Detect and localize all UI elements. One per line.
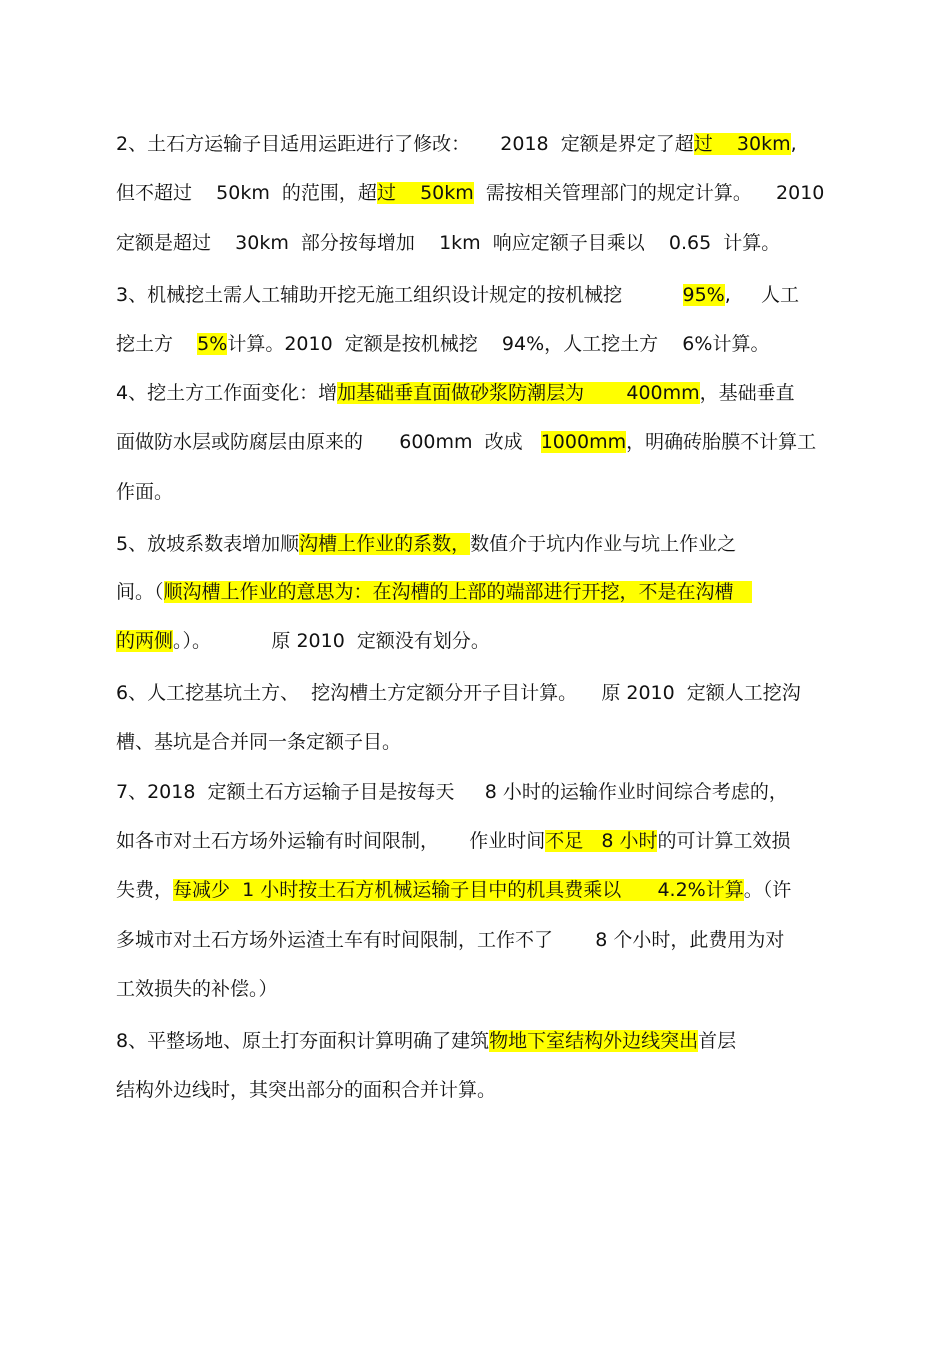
highlighted-text: 的两侧 bbox=[116, 630, 174, 652]
highlighted-text: 沟槽上作业的系数， bbox=[299, 533, 471, 555]
text-line bbox=[116, 281, 910, 309]
text-segment: 首层 bbox=[698, 1030, 737, 1052]
highlighted-text: 顺沟槽上作业的意思为：在沟槽的上部的端部进行开挖，不是在沟槽 bbox=[163, 581, 752, 603]
text-line bbox=[116, 679, 910, 707]
text-segment: 作面。 bbox=[116, 481, 174, 503]
text-segment: 面做防水层或防腐层由原来的 600mm 改成 bbox=[116, 431, 541, 453]
highlighted-text: 物地下室结构外边线突出 bbox=[489, 1030, 699, 1052]
text-segment: , 人工 bbox=[724, 284, 799, 306]
highlighted-text: 95% bbox=[682, 284, 725, 306]
text-line bbox=[116, 876, 910, 904]
text-line bbox=[116, 179, 910, 207]
highlighted-text: 加基础垂直面做砂浆防潮层为 400mm bbox=[337, 382, 700, 404]
text-line bbox=[116, 379, 910, 407]
text-line bbox=[116, 778, 910, 806]
text-segment: ，明确砖胎膜不计算工 bbox=[626, 431, 817, 453]
text-line bbox=[116, 530, 910, 558]
text-segment: 需按相关管理部门的规定计算。 2010 bbox=[473, 182, 825, 204]
text-segment: 失费， bbox=[116, 879, 174, 901]
text-segment: 。（许 bbox=[743, 879, 792, 901]
text-segment: 定额是超过 30km 部分按每增加 1km 响应定额子目乘以 0.65 计算。 bbox=[116, 232, 781, 254]
text-segment: 挖土方 bbox=[116, 333, 198, 355]
text-segment: 多城市对土石方场外运渣土车有时间限制，工作不了 8 个小时，此费用为对 bbox=[116, 929, 785, 951]
text-segment: 数值介于坑内作业与坑上作业之 bbox=[470, 533, 737, 555]
text-line bbox=[116, 926, 910, 954]
highlighted-text: 不足 8 小时 bbox=[545, 830, 658, 852]
text-line bbox=[116, 578, 910, 606]
text-segment: 6、人工挖基坑土方、 挖沟槽土方定额分开子目计算。 原 2010 定额人工挖沟 bbox=[116, 682, 801, 704]
text-segment: 2、土石方运输子目适用运距进行了修改： 2018 定额是界定了超 bbox=[116, 133, 694, 155]
text-line bbox=[116, 478, 910, 506]
highlighted-text: 过 30km bbox=[693, 133, 791, 155]
text-segment: 。）。 原 2010 定额没有划分。 bbox=[173, 630, 490, 652]
text-segment: , bbox=[790, 133, 797, 155]
text-line bbox=[116, 627, 910, 655]
text-segment: 计算。2010 定额是按机械挖 94%，人工挖土方 6%计算。 bbox=[227, 333, 770, 355]
text-line bbox=[116, 229, 910, 257]
text-segment: 4、挖土方工作面变化：增 bbox=[116, 382, 338, 404]
text-segment: 如各市对土石方场外运输有时间限制， 作业时间 bbox=[116, 830, 546, 852]
text-segment: 工效损失的补偿。） bbox=[116, 978, 278, 1000]
text-line bbox=[116, 130, 910, 158]
text-segment: 7、2018 定额土石方运输子目是按每天 8 小时的运输作业时间综合考虑的， bbox=[116, 781, 788, 803]
highlighted-text: 5% bbox=[197, 333, 228, 355]
text-line bbox=[116, 1076, 910, 1104]
highlighted-text: 过 50km bbox=[376, 182, 474, 204]
text-segment: 3、机械挖土需人工辅助开挖无施工组织设计规定的按机械挖 bbox=[116, 284, 683, 306]
text-segment: 5、放坡系数表增加顺 bbox=[116, 533, 300, 555]
text-segment: 结构外边线时，其突出部分的面积合并计算。 bbox=[116, 1079, 497, 1101]
text-segment: ，基础垂直 bbox=[699, 382, 795, 404]
text-segment: 槽、基坑是合并同一条定额子目。 bbox=[116, 731, 402, 753]
text-line bbox=[116, 330, 910, 358]
highlighted-text: 1000mm bbox=[540, 431, 627, 453]
text-segment: 间。（ bbox=[116, 581, 164, 603]
text-line bbox=[116, 1027, 910, 1055]
text-line bbox=[116, 827, 910, 855]
text-segment: 的可计算工效损 bbox=[657, 830, 791, 852]
highlighted-text: 每减少 1 小时按土石方机械运输子目中的机具费乘以 4.2%计算 bbox=[173, 879, 744, 901]
text-line bbox=[116, 728, 910, 756]
text-segment: 8、平整场地、原土打夯面积计算明确了建筑 bbox=[116, 1030, 490, 1052]
text-line bbox=[116, 428, 910, 456]
text-segment: 但不超过 50km 的范围，超 bbox=[116, 182, 377, 204]
text-line bbox=[116, 975, 910, 1003]
